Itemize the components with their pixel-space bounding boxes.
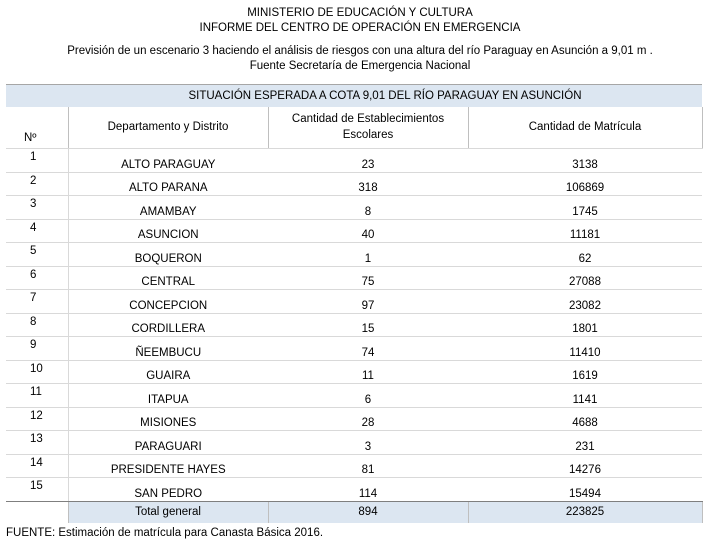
row-establishments: 1 [268,243,468,267]
report-title: INFORME DEL CENTRO DE OPERACIÓN EN EMERGENCIA [199,22,521,34]
row-department: ALTO PARAGUAY [68,149,268,173]
total-label: Total general [68,501,268,523]
table-row [6,149,702,173]
col-header-number: Nº [6,107,68,149]
row-department: PRESIDENTE HAYES [68,454,268,478]
row-enrollment: 106869 [468,172,702,196]
row-department: ALTO PARANA [68,172,268,196]
row-number: 5 [6,243,68,267]
table-row [6,243,702,267]
row-department: MISIONES [68,407,268,431]
table-row [6,431,702,455]
row-number: 8 [6,313,68,337]
row-establishments: 23 [268,149,468,173]
row-number: 3 [6,196,68,220]
table-row [6,360,702,384]
total-row [6,501,702,523]
row-establishments: 3 [268,431,468,455]
row-enrollment: 4688 [468,407,702,431]
row-department: AMAMBAY [68,196,268,220]
row-enrollment: 15494 [468,478,702,502]
table-row [6,219,702,243]
row-number: 10 [6,360,68,384]
row-department: CORDILLERA [68,313,268,337]
row-department: SAN PEDRO [68,478,268,502]
row-enrollment: 14276 [468,454,702,478]
row-establishments: 74 [268,337,468,361]
row-establishments: 114 [268,478,468,502]
scenario-description: Previsión de un escenario 3 haciendo el análisis de riesgos con una altura del río Paraguay en Asunción a 9,01 m . [67,45,653,57]
row-enrollment: 62 [468,243,702,267]
row-establishments: 28 [268,407,468,431]
row-number: 9 [6,337,68,361]
row-enrollment: 11181 [468,219,702,243]
row-department: ASUNCION [68,219,268,243]
row-number: 1 [6,149,68,173]
band-title: SITUACIÓN ESPERADA A COTA 9,01 DEL RÍO PARAGUAY EN ASUNCIÓN [68,85,702,107]
row-establishments: 75 [268,266,468,290]
row-number: 13 [6,431,68,455]
row-department: CONCEPCION [68,290,268,314]
ministry-title: MINISTERIO DE EDUCACIÓN Y CULTURA [247,7,473,19]
table-band-row [6,85,702,107]
row-enrollment: 1801 [468,313,702,337]
row-department: ITAPUA [68,384,268,408]
column-header-row [6,107,702,149]
total-establishments: 894 [268,501,468,523]
band-spacer [6,85,68,107]
total-spacer [6,501,68,523]
row-number: 14 [6,454,68,478]
row-number: 7 [6,290,68,314]
table-row [6,478,702,502]
row-department: BOQUERON [68,243,268,267]
row-number: 15 [6,478,68,502]
row-enrollment: 1619 [468,360,702,384]
report-header [0,6,720,36]
table-row [6,266,702,290]
col-header-establishments: Cantidad de Establecimientos Escolares [268,107,468,149]
table-row [6,454,702,478]
row-establishments: 81 [268,454,468,478]
row-department: GUAIRA [68,360,268,384]
row-department: PARAGUARI [68,431,268,455]
row-enrollment: 1141 [468,384,702,408]
source-note: Fuente Secretaría de Emergencia Nacional [249,60,471,72]
table-row [6,172,702,196]
data-table [6,84,703,523]
row-department: ÑEEMBUCU [68,337,268,361]
col-header-department: Departamento y Distrito [68,107,268,149]
row-number: 2 [6,172,68,196]
table-row [6,407,702,431]
row-enrollment: 231 [468,431,702,455]
report-subtitle [0,44,720,74]
row-enrollment: 27088 [468,266,702,290]
row-number: 4 [6,219,68,243]
table-row [6,337,702,361]
table-row [6,313,702,337]
footer-source: FUENTE: Estimación de matrícula para Canasta Básica 2016. [6,527,324,539]
row-enrollment: 11410 [468,337,702,361]
row-establishments: 15 [268,313,468,337]
table-row [6,290,702,314]
row-number: 12 [6,407,68,431]
row-establishments: 8 [268,196,468,220]
row-establishments: 40 [268,219,468,243]
table-row [6,384,702,408]
row-establishments: 318 [268,172,468,196]
row-number: 6 [6,266,68,290]
table-row [6,196,702,220]
row-establishments: 97 [268,290,468,314]
row-enrollment: 23082 [468,290,702,314]
total-enrollment: 223825 [468,501,702,523]
row-enrollment: 1745 [468,196,702,220]
row-establishments: 6 [268,384,468,408]
row-number: 11 [6,384,68,408]
col-header-enrollment: Cantidad de Matrícula [468,107,702,149]
row-enrollment: 3138 [468,149,702,173]
row-department: CENTRAL [68,266,268,290]
row-establishments: 11 [268,360,468,384]
